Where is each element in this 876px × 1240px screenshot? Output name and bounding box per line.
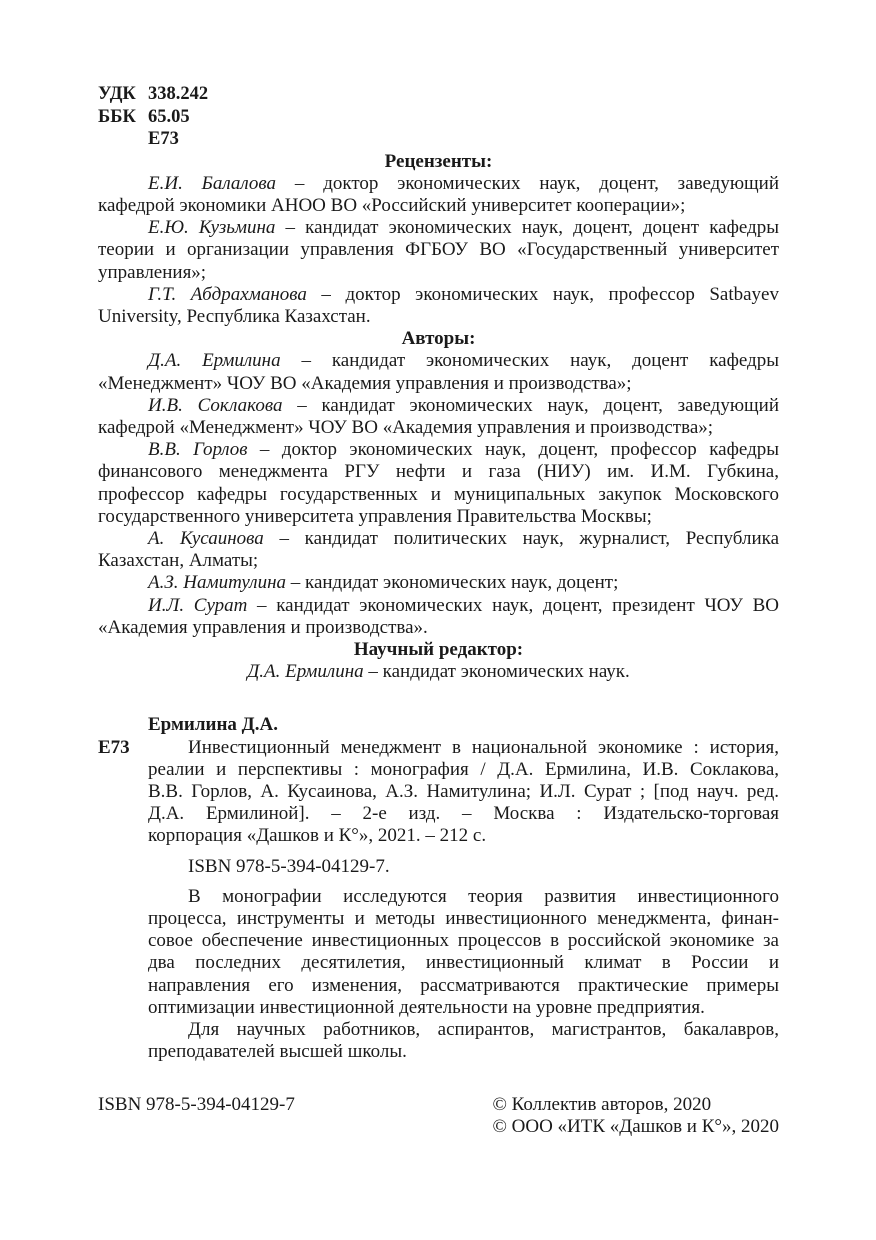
editor-heading: Научный редактор: xyxy=(353,638,524,660)
author-item: Д.А. Ермилина – кандидат экономических наук, доцент кафедры «Менеджмент» ЧОУ ВО «Академия управления и производства»; xyxy=(98,350,779,394)
catalog-entry-author: Ермилина Д.А. xyxy=(148,714,278,736)
reviewer-item: Г.Т. Абдрахманова – доктор экономических наук, профессор Satbayev University, Республика Казахстан. xyxy=(98,283,779,327)
copyright-authors: © Коллектив авторов, 2020 xyxy=(492,1094,712,1115)
author-name: И.В. Соклакова xyxy=(148,394,283,416)
catalog-entry-code: Е73 xyxy=(98,736,130,758)
imprint-page xyxy=(98,83,779,1063)
author-name: Д.А. Ермилина xyxy=(148,350,281,372)
author-name: В.В. Горлов xyxy=(148,439,248,461)
reviewer-name: Е.И. Балалова xyxy=(148,172,277,194)
bbk-label: ББК xyxy=(98,106,136,127)
udk-row xyxy=(98,83,779,106)
author-item: И.В. Соклакова – кандидат экономических наук, доцент, заведующий кафедрой «Менеджмент» ЧОУ ВО «Академия управления и производства»; xyxy=(98,394,779,438)
author-item: А. Кусаинова – кандидат политических наук, журналист, Республика Казахстан, Алматы; xyxy=(98,527,779,572)
copyright-publisher: © ООО «ИТК «Дашков и К°», 2020 xyxy=(492,1116,779,1138)
author-mark: Е73 xyxy=(148,129,179,149)
catalog-entry xyxy=(98,737,779,848)
catalog-entry-description: Инвестиционный менеджмент в национальной экономике : история, реалии и перспективы : монография / Д.А. Ермилина, И.В. Соклакова, В.В. Горлов, А. Кусаинова, А.З. Намитулина; И.Л. Сурат ; [под науч. ред. Д.А. Ермилиной]. – 2-е изд. – Москва : Издательско-торговая корпорация «Дашков и К°», 2021. – 212 с. xyxy=(148,736,779,847)
reviewer-name: Г.Т. Абдрахманова xyxy=(148,283,307,305)
author-item: И.Л. Сурат – кандидат экономических наук, доцент, президент ЧОУ ВО «Академия управления и производства». xyxy=(98,594,779,638)
annotation: В монографии исследуются теория развития инвестиционного процесса, инструменты и методы инвестиционного менеджмента, финан- совое обеспечение инвестиционных процессов в российской экономике за два последних десятилетия, инвестиционный климат в России и направления его изменения, рассматриваются практические примеры оптимизации инвестиционной деятельности на уровне предприятия. Для научных работников, аспирантов, магистрантов, бакалавров, преподавателей высшей школы. xyxy=(148,885,779,1063)
bbk-row xyxy=(98,106,779,129)
bbk-value: 65.05 xyxy=(148,106,190,127)
reviewer-item: Е.Ю. Кузьмина – кандидат экономических наук, доцент, доцент кафедры теории и организации управления ФГБОУ ВО «Государственный университет управления»; xyxy=(98,217,779,283)
udk-label: УДК xyxy=(98,84,136,104)
reviewer-item: Е.И. Балалова – доктор экономических наук, доцент, заведующий кафедрой экономики АНОО ВО «Российский университет кооперации»; xyxy=(98,172,779,216)
authors-heading: Авторы: xyxy=(401,328,476,350)
editor-line: Д.А. Ермилина – кандидат экономических наук. xyxy=(247,661,630,683)
reviewers-heading: Рецензенты: xyxy=(384,150,493,172)
classification-codes xyxy=(98,83,779,151)
author-item: А.З. Намитулина – кандидат экономических наук, доцент; xyxy=(148,572,619,594)
footer-isbn: ISBN 978-5-394-04129-7 xyxy=(98,1094,295,1115)
author-name: А. Кусаинова xyxy=(148,527,264,549)
editor-name: Д.А. Ермилина xyxy=(247,661,364,683)
author-name: А.З. Намитулина xyxy=(148,572,286,594)
reviewer-name: Е.Ю. Кузьмина xyxy=(148,217,276,239)
author-item: В.В. Горлов – доктор экономических наук, доцент, профессор кафедры финансового менеджмента РГУ нефти и газа (НИУ) им. И.М. Губкина, профессор кафедры государственных и муниципальных закупок Московского государственного университета управления Правительства Москвы; xyxy=(98,439,780,527)
catalog-isbn: ISBN 978-5-394-04129-7. xyxy=(188,855,390,877)
author-name: И.Л. Сурат xyxy=(148,594,248,616)
udk-value: 338.242 xyxy=(148,84,209,104)
copyright-block xyxy=(492,1094,779,1138)
